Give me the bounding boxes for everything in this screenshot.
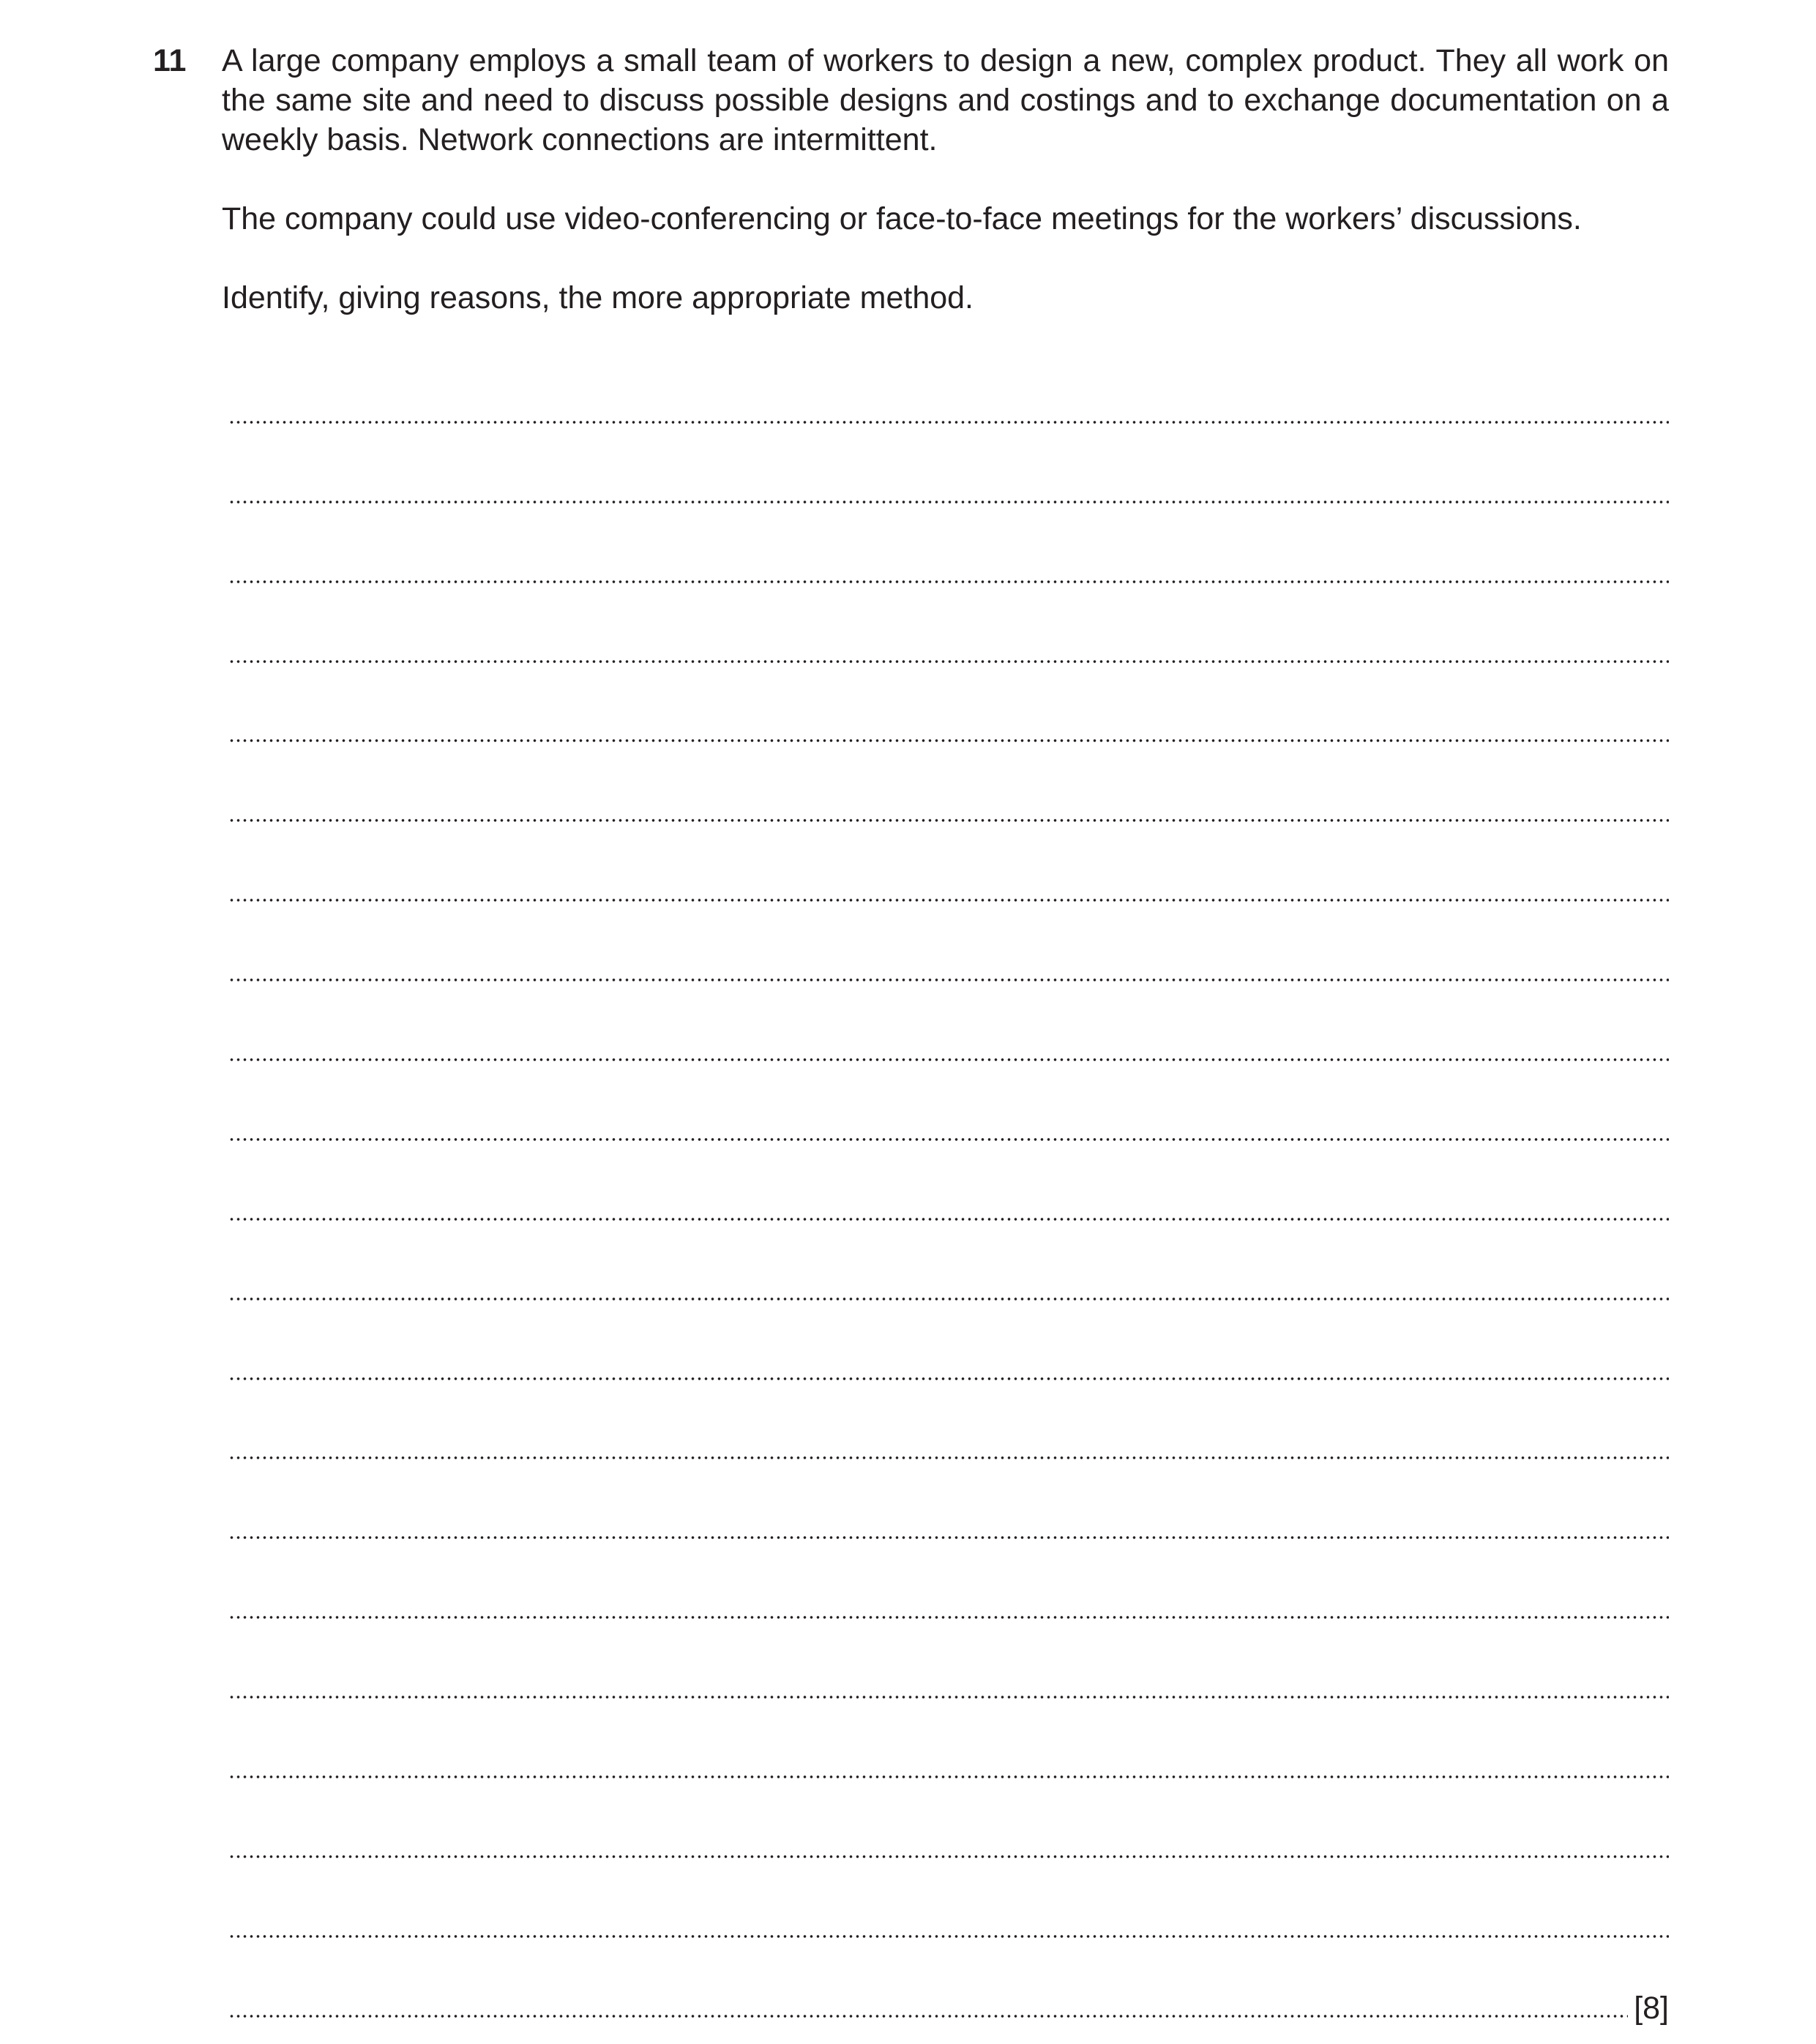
answer-line[interactable]	[228, 583, 1669, 663]
answer-line[interactable]	[228, 1221, 1669, 1300]
answer-line[interactable]	[228, 902, 1669, 981]
answer-line[interactable]	[228, 1938, 1669, 2026]
marks-label: [8]	[1634, 1990, 1669, 2026]
answer-line[interactable]	[228, 1300, 1669, 1380]
question-number: 11	[153, 43, 187, 78]
answer-line[interactable]	[228, 1380, 1669, 1460]
answer-line[interactable]	[228, 1459, 1669, 1539]
question-context-paragraph: A large company employs a small team of workers to design a new, complex product. They all work on the same site and need to discuss possible designs and costings and to exchange documentation on a weekly basis. Network connections are intermittent.	[222, 43, 1669, 157]
answer-line[interactable]	[228, 1858, 1669, 1938]
question-instruction: Identify, giving reasons, the more appropriate method.	[222, 280, 974, 315]
answer-line[interactable]	[228, 1699, 1669, 1778]
answer-line[interactable]	[228, 1778, 1669, 1858]
answer-line[interactable]	[228, 1141, 1669, 1221]
question-options-paragraph: The company could use video-conferencing or face-to-face meetings for the workers’ discussions.	[222, 201, 1582, 236]
answer-line[interactable]	[228, 1539, 1669, 1619]
answer-line[interactable]	[228, 663, 1669, 743]
answer-line[interactable]	[228, 822, 1669, 902]
answer-line[interactable]	[228, 344, 1669, 424]
dotted-rule	[228, 2015, 1628, 2018]
answer-line[interactable]	[228, 1619, 1669, 1699]
answer-line[interactable]	[228, 424, 1669, 503]
answer-line[interactable]	[228, 981, 1669, 1061]
answer-line[interactable]	[228, 1061, 1669, 1141]
answer-line[interactable]	[228, 742, 1669, 822]
question-text	[222, 41, 1669, 318]
answer-line[interactable]	[228, 503, 1669, 583]
answer-area[interactable]	[228, 344, 1669, 2026]
